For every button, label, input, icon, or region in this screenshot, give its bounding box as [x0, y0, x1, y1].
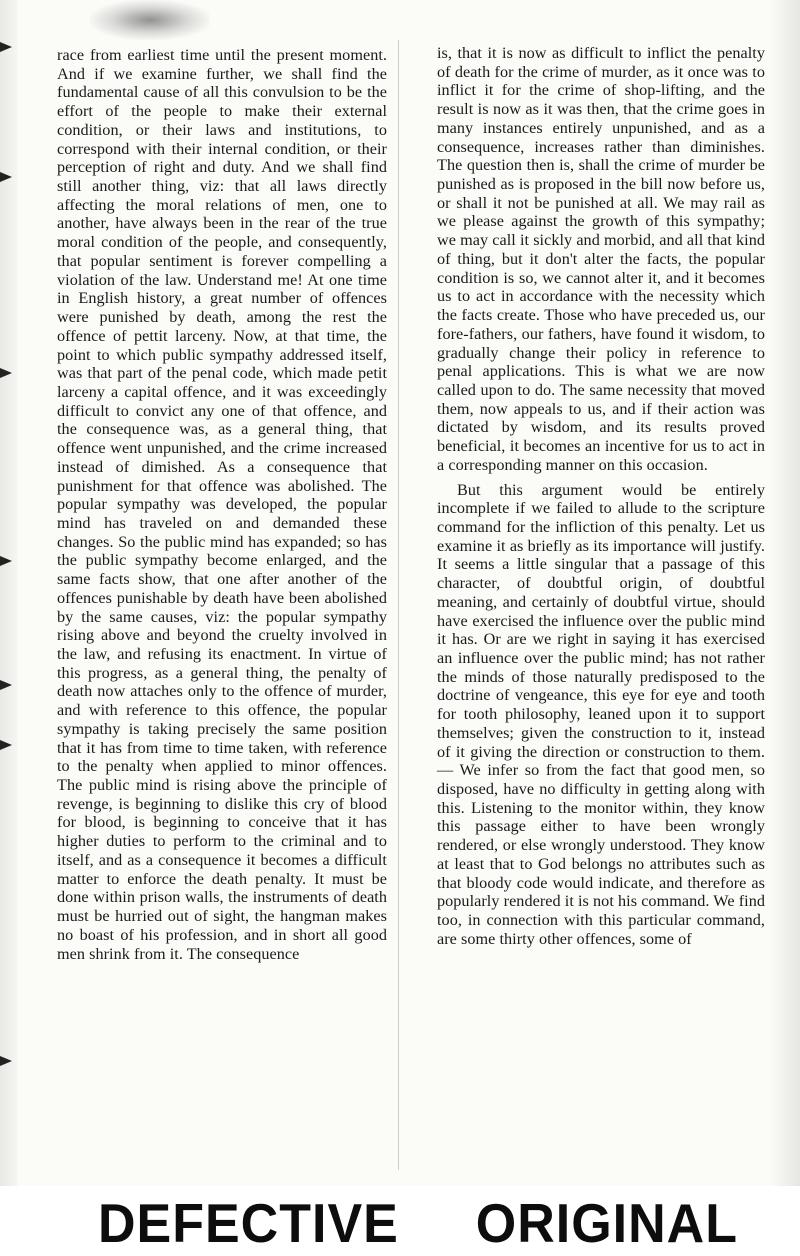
defective-original-stamp [98, 1193, 738, 1255]
paragraph: But this argument would be entirely incomplete if we failed to allude to the scripture command for the infliction of this penalty. Let us examine it as briefly as its importance will justify. It seems a little singular that a passage of this character, of doubtful origin, of doubtful meaning, and certainly of doubtful virtue, should have exercised the influence over the public mind it has. Or are we right in saying it has exercised an influence over the public mind; has not rather the minds of those naturally predisposed to the doctrine of vengeance, this eye for eye and tooth for tooth philosophy, leaned upon it to support themselves; given the construction to it, instead of it giving the direction or construction to them.— We infer so from the fact that good men, so disposed, have no difficulty in getting along with this. Listening to the monitor within, they know this passage either to have been wrongly rendered, or else wrongly understood. They know at least that to God belongs no attributes such as that bloody code would indicate, and therefore as popularly rendered it is not his command. We find too, in connection with this particular command, are some thirty other offences, some of [437, 480, 765, 948]
ink-smudge [90, 0, 210, 40]
paragraph: race from earliest time until the present moment. And if we examine further, we shall find the fundamental cause of all this convulsion to be the effort of the people to make their external condition, or their laws and institutions, to correspond with their internal condition, or their perception of right and duty. And we shall find still another thing, viz: that all laws directly affecting the moral relations of men, one to another, have always been in the rear of the true moral condition of the people, and consequently, that popular sentiment is forever compelling a violation of the law. Understand me! At one time in English history, a great number of offences were punished by death, among the rest the offence of pettit larceny. Now, at that time, the point to which public sympathy addressed itself, was that part of the penal code, which made petit larceny a capital offence, and it was exceedingly difficult to convict any one of that offence, and the consequence was, as a general thing, that offence went unpunished, and the crime increased instead of dimished. As a consequence that punishment for that offence was abolished. The popular sympathy was developed, the popular mind has traveled on and demanded these changes. So the public mind has expanded; so has the public sympathy become enlarged, and the same facts show, that one after another of the offences punishable by death have been abolished by the same causes, viz: the popular sympathy rising above and beyond the cruelty involved in the law, and refusing its enactment. In virtue of this progress, as a general thing, the penalty of death now attaches only to the offence of murder, and with reference to this offence, the popular sympathy is taking precisely the same position that it has from time to time taken, with reference to the penalty when applied to minor offences. The public mind is rising above the principle of revenge, is beginning to dislike this cry of blood for blood, is beginning to conceive that it has higher duties to perform to the criminal and to itself, and as a consequence it becomes a difficult matter to enforce the death penalty. It must be done within prison walls, the instruments of death must be hurried out of sight, the hangman makes no boast of his profession, and in short all good men shrink from it. The consequence [57, 46, 387, 963]
column-rule [398, 40, 399, 1170]
stamp-word-defective: DEFECTIVE [98, 1193, 399, 1255]
stamp-word-original: ORIGINAL [475, 1193, 738, 1255]
text-column-right [437, 44, 765, 949]
page-edge-shadow [770, 0, 800, 1256]
paragraph: is, that it is now as difficult to inflict the penalty of death for the crime of murder, as it once was to inflict it for the crime of shop-lifting, and the result is now as it was then, that the crime goes in many instances entirely unpunished, and as a consequence, increases rather than diminishes. The question then is, shall the crime of murder be punished as is proposed in the bill now before us, or shall it not be punished at all. We may rail as we please against the growth of this sympathy; we may call it sickly and morbid, and all that kind of thing, but it don't alter the facts, the popular condition is so, we cannot alter it, and it becomes us to act in accordance with the necessity which the facts create. Those who have preceded us, our fore-fathers, our fathers, have found it wisdom, to gradually change their policy in reference to penal applications. This is what we are now called upon to do. The same necessity that moved them, now appeals to us, and if their action was dictated by wisdom, and its results proved beneficial, it becomes an incentive for us to act in a corresponding manner on this occasion. [437, 44, 765, 474]
text-column-left [57, 46, 387, 963]
